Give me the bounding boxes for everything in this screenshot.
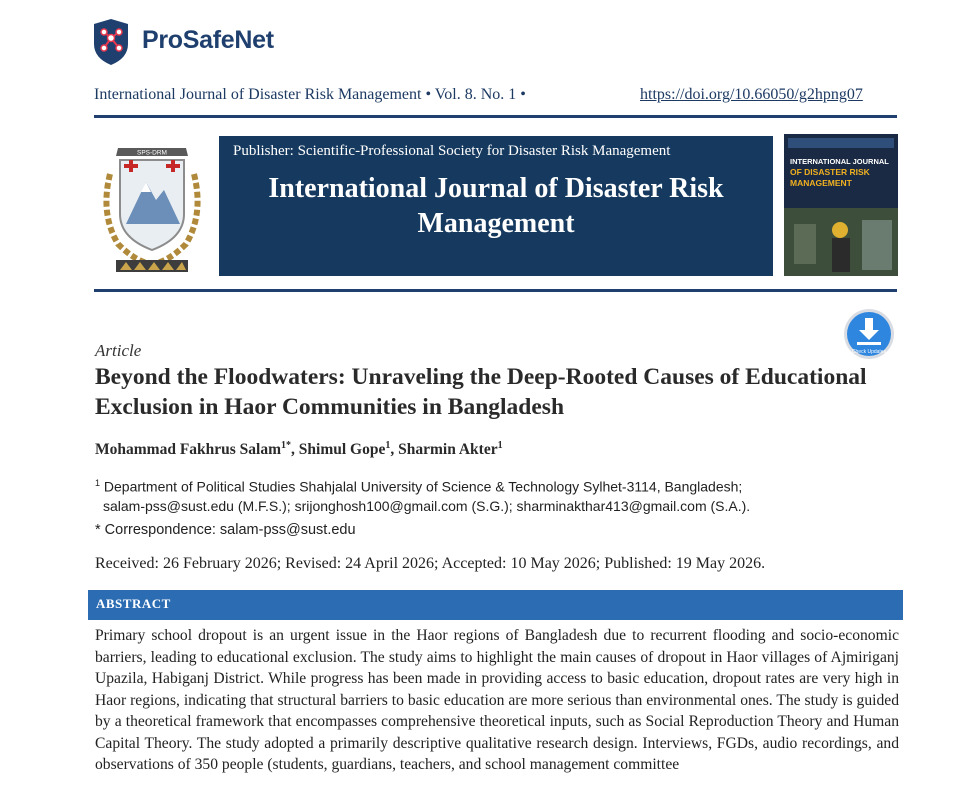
banner-rule <box>94 289 897 292</box>
svg-text:MANAGEMENT: MANAGEMENT <box>790 178 852 188</box>
publisher-line: Publisher: Scientific-Professional Society for Disaster Risk Management <box>233 143 671 159</box>
svg-text:INTERNATIONAL JOURNAL: INTERNATIONAL JOURNAL <box>790 157 889 166</box>
author-affiliation-mark: 1* <box>281 440 292 451</box>
author-separator: , <box>291 441 299 459</box>
correspondence-line: * Correspondence: salam-pss@sust.edu <box>95 522 356 538</box>
author-affiliation-mark: 1 <box>497 440 503 451</box>
article-type-label: Article <box>95 341 142 360</box>
svg-text:SPS-DRM: SPS-DRM <box>137 149 167 157</box>
check-updates-button[interactable] <box>843 308 895 360</box>
author-name: Shimul Gope <box>298 441 386 459</box>
banner-journal-title: International Journal of Disaster Risk Management <box>268 173 724 239</box>
journal-cover-image <box>784 134 898 276</box>
publication-dates: Received: 26 February 2026; Revised: 24 April 2026; Accepted: 10 May 2026; Published: 19 May 2026. <box>95 555 766 572</box>
author-name: Sharmin Akter <box>398 441 498 459</box>
affiliation-mark: 1 <box>95 478 101 488</box>
affiliation-text: Department of Political Studies Shahjalal University of Science & Technology Sylhet-3114, Bangladesh; <box>103 478 743 495</box>
svg-text:OF DISASTER RISK: OF DISASTER RISK <box>790 167 870 177</box>
brand-name: ProSafeNet <box>142 26 274 54</box>
abstract-header-bar <box>88 590 903 620</box>
abstract-heading: ABSTRACT <box>96 596 171 611</box>
svg-text:Check Updates: Check Updates <box>851 349 887 355</box>
affiliation-block <box>95 474 750 516</box>
abstract-text: Primary school dropout is an urgent issue in the Haor regions of Bangladesh due to recurrent flooding and socio-economic barriers, leading to educational exclusion. The study aims to highlight the main causes of dropout in Haor villages of Ajmiriganj Upazila, Habiganj District. While progress has been made in providing access to basic education, dropout rates are very high in Haor regions, indicating that structural barriers to basic education are more serious than environmental ones. The study is guided by a theoretical framework that encompasses comprehensive theoretical inputs, such as Social Reproduction Theory and Human Capital Theory. The study adopted a primarily descriptive qualitative research design. Interviews, FGDs, audio recordings, and observations of 350 people (students, guardians, teachers, and school management committee <box>95 627 899 773</box>
author-name: Mohammad Fakhrus Salam <box>95 441 282 459</box>
society-emblem <box>96 134 208 276</box>
author-separator: , <box>390 441 399 459</box>
author-affiliation-mark: 1 <box>385 440 391 451</box>
author-emails: salam-pss@sust.edu (M.F.S.); srijonghosh100@gmail.com (S.G.); sharminakthar413@gmail.com (S.A.). <box>103 497 751 514</box>
author-list <box>95 440 503 459</box>
journal-citation-line: International Journal of Disaster Risk Management • Vol. 8. No. 1 • <box>94 86 526 103</box>
doi-link[interactable]: https://doi.org/10.66050/g2hpng07 <box>640 86 863 103</box>
header-rule <box>94 115 897 118</box>
article-title: Beyond the Floodwaters: Unraveling the Deep-Rooted Causes of Educational Exclusion in Haor Communities in Bangladesh <box>95 364 867 420</box>
